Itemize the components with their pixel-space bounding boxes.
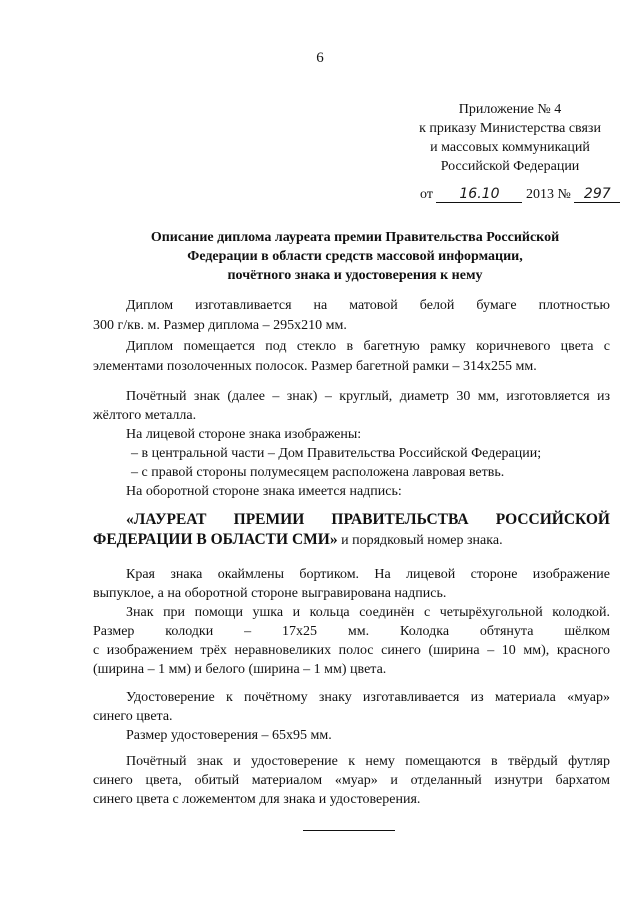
paragraph-line: Диплом изготавливается на матовой белой бумаге плотностью (126, 298, 610, 313)
document-title (120, 228, 590, 285)
paragraph-line: синего цвета. (93, 709, 173, 724)
list-item: – с правой стороны полумесяцем расположена лавровая ветвь. (131, 465, 505, 480)
paragraph-line: Размер удостоверения – 65х95 мм. (126, 728, 332, 743)
paragraph-line: На оборотной стороне знака имеется надпись: (126, 484, 402, 499)
paragraph-line: Знак при помощи ушка и кольца соединён с четырёхугольной колодкой. (126, 605, 610, 620)
paragraph-line: жёлтого металла. (93, 408, 197, 423)
closing-rule (303, 830, 395, 831)
paragraph-line: Удостоверение к почётному знаку изготавливается из материала «муар» (126, 690, 610, 705)
appendix-line-3: и массовых коммуникаций (430, 140, 590, 155)
paragraph-line: синего цвета, обитый материалом «муар» и отделанный изнутри бархатом (93, 773, 610, 788)
inscription-tail: и порядковый номер знака. (337, 533, 503, 548)
paragraph-line: Почётный знак (далее – знак) – круглый, диаметр 30 мм, изготовляется из (126, 389, 610, 404)
page-number: 6 (316, 50, 324, 66)
paragraph-line: Края знака окаймлены бортиком. На лицевой стороне изображение (126, 567, 610, 582)
paragraph-line: с изображением трёх неравновеликих полос синего (ширина – 10 мм), красного (93, 643, 610, 658)
title-line-2: Федерации в области средств массовой информации, (187, 249, 523, 264)
paragraph-line: синего цвета с ложементом для знака и удостоверения. (93, 792, 421, 807)
order-date-handwritten: 16.10 (436, 186, 522, 203)
order-line (420, 186, 620, 203)
list-item: – в центральной части – Дом Правительства Российской Федерации; (131, 446, 542, 461)
appendix-header (395, 100, 625, 176)
title-line-1: Описание диплома лауреата премии Правительства Российской (150, 230, 560, 245)
paragraph-line: Размер колодки – 17х25 мм. Колодка обтянута шёлком (93, 624, 610, 639)
order-prefix: от (420, 187, 433, 202)
paragraph-line: (ширина – 1 мм) и белого (ширина – 1 мм) цвета. (93, 662, 387, 677)
paragraph-line: Почётный знак и удостоверение к нему помещаются в твёрдый футляр (126, 754, 610, 769)
inscription-line: «ЛАУРЕАТ ПРЕМИИ ПРАВИТЕЛЬСТВА РОССИЙСКОЙ (126, 511, 610, 528)
paragraph-line: выпуклое, а на оборотной стороне выгравирована надпись. (93, 586, 447, 601)
paragraph-line: 300 г/кв. м. Размер диплома – 295х210 мм. (93, 318, 347, 333)
order-number-handwritten: 297 (574, 186, 620, 203)
order-year: 2013 № (525, 187, 571, 202)
paragraph-line: На лицевой стороне знака изображены: (126, 427, 362, 442)
paragraph-line: Диплом помещается под стекло в багетную рамку коричневого цвета с (126, 339, 610, 354)
paragraph-line: элементами позолоченных полосок. Размер багетной рамки – 314х255 мм. (93, 359, 537, 374)
inscription-line-2 (93, 530, 503, 550)
appendix-line-4: Российской Федерации (440, 159, 580, 174)
title-line-3: почётного знака и удостоверения к нему (227, 268, 483, 283)
appendix-line-2: к приказу Министерства связи (419, 121, 601, 136)
inscription-text: ФЕДЕРАЦИИ В ОБЛАСТИ СМИ» (93, 531, 338, 548)
appendix-line-1: Приложение № 4 (458, 102, 562, 117)
